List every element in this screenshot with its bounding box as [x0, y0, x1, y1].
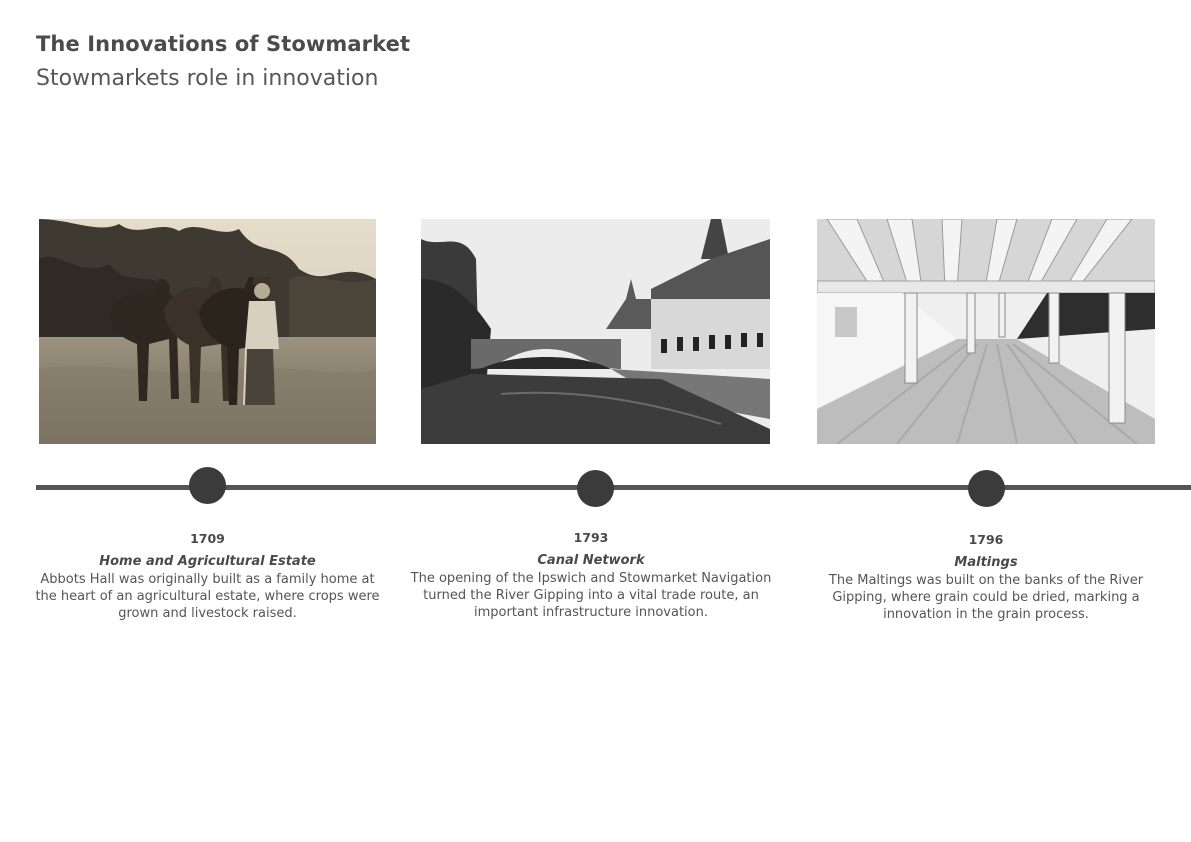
page-subtitle: Stowmarkets role in innovation — [36, 66, 379, 91]
photo-river-bridge — [421, 219, 770, 444]
timeline-node-1709 — [189, 467, 226, 504]
entry-description: The opening of the Ipswich and Stowmarket Navigation turned the River Gipping into a vital trade route, an important infrastructure innovation. — [410, 571, 772, 620]
entry-year: 1709 — [190, 531, 225, 546]
entry-heading: Maltings — [954, 555, 1018, 570]
entry-description: The Maltings was built on the banks of the River Gipping, where grain could be dried, marking a innovation in the grain process. — [828, 573, 1144, 622]
entry-heading: Home and Agricultural Estate — [99, 554, 316, 569]
timeline-entry — [810, 531, 1162, 623]
page-title: The Innovations of Stowmarket — [36, 32, 411, 56]
entry-year: 1796 — [968, 532, 1004, 547]
photo-maltings-interior — [817, 219, 1155, 444]
timeline-entry — [410, 529, 772, 621]
timeline-node-1793 — [577, 470, 614, 507]
entry-year: 1793 — [573, 530, 609, 545]
entry-heading: Canal Network — [537, 553, 645, 568]
photo-horses-field — [39, 219, 376, 444]
timeline-node-1796 — [968, 470, 1005, 507]
entry-description: Abbots Hall was originally built as a family home at the heart of an agricultural estate, where crops were grown and livestock raised. — [35, 572, 380, 621]
timeline-entry — [30, 530, 385, 622]
